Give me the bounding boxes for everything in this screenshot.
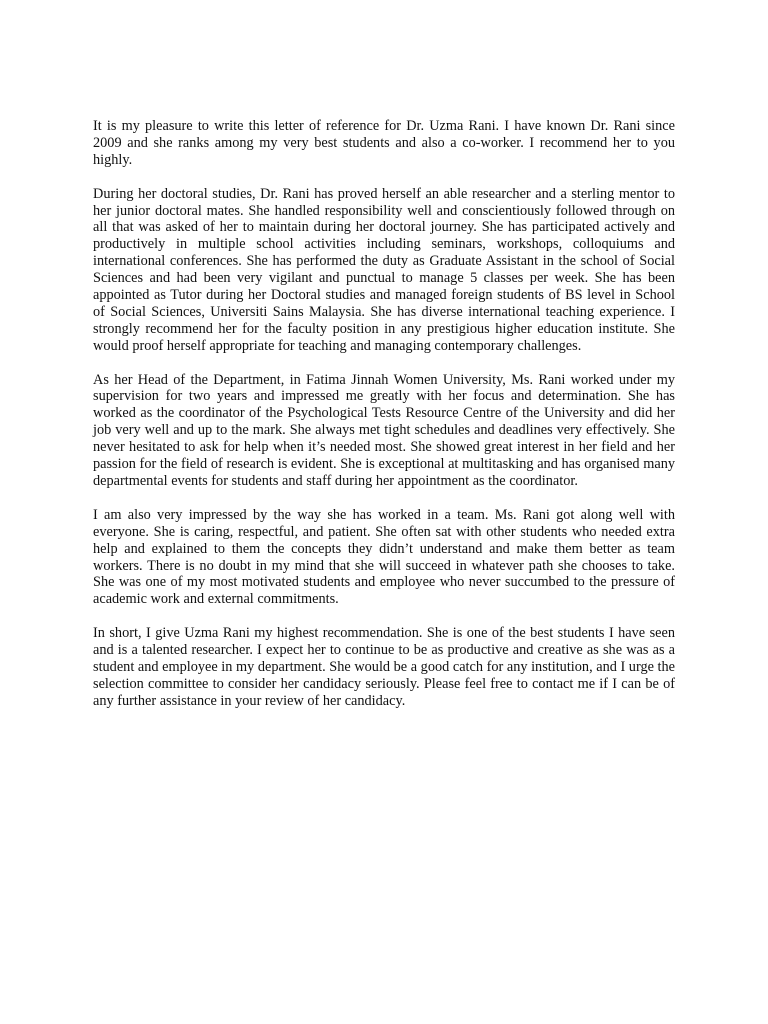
letter-paragraph-conclusion: In short, I give Uzma Rani my highest recommendation. She is one of the best students I have seen and is a talented researcher. I expect her to continue to be as productive and creative as she was as a student and employee in my department. She would be a good catch for any institution, and I urge the selection committee to consider her candidacy seriously. Please feel free to contact me if I can be of any further assistance in your review of her candidacy.: [93, 625, 675, 709]
letter-paragraph-department-work: As her Head of the Department, in Fatima Jinnah Women University, Ms. Rani worked under my supervision for two years and impressed me greatly with her focus and determination. She has worked as the coordinator of the Psychological Tests Resource Centre of the University and did her job very well and up to the mark. She always met tight schedules and deadlines very effectively. She never hesitated to ask for help when it’s needed most. She showed great interest in her field and her passion for the field of research is evident. She is exceptional at multitasking and has organised many departmental events for students and staff during her appointment as the coordinator.: [93, 371, 675, 489]
letter-paragraph-teamwork: I am also very impressed by the way she has worked in a team. Ms. Rani got along well with everyone. She is caring, respectful, and patient. She often sat with other students who needed extra help and explained to them the concepts they didn’t understand and make them better as team workers. There is no doubt in my mind that she will succeed in whatever path she chooses to take. She was one of my most motivated students and employee who never succumbed to the pressure of academic work and external commitments.: [93, 506, 675, 608]
letter-paragraph-intro: It is my pleasure to write this letter of reference for Dr. Uzma Rani. I have known Dr. Rani since 2009 and she ranks among my very best students and also a co-worker. I recommend her to you highly.: [93, 118, 675, 168]
reference-letter: [93, 118, 675, 727]
letter-paragraph-doctoral-studies: During her doctoral studies, Dr. Rani has proved herself an able researcher and a sterling mentor to her junior doctoral mates. She handled responsibility well and conscientiously followed through on all that was asked of her to maintain during her doctoral journey. She has participated actively and productively in multiple school activities including seminars, workshops, colloquiums and international conferences. She has performed the duty as Graduate Assistant in the school of Social Sciences and had been very vigilant and punctual to manage 5 classes per week. She has been appointed as Tutor during her Doctoral studies and managed foreign students of BS level in School of Social Sciences, Universiti Sains Malaysia. She has diverse international teaching experience. I strongly recommend her for the faculty position in any prestigious higher education institute. She would proof herself appropriate for teaching and managing contemporary challenges.: [93, 185, 675, 354]
